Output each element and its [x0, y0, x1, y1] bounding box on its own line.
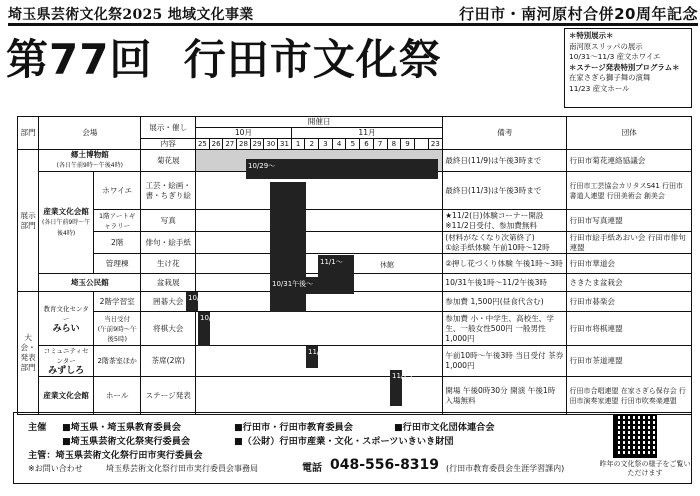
date-cell: 26 [209, 139, 223, 150]
special-exhibit-date: 10/31～11/3 産文ホワイエ [569, 52, 661, 61]
venue-kyodo: 郷土博物館 (各日午前9時～午後4時) [39, 150, 141, 172]
note-row0: 最終日(11/9)は午後3時まで [443, 150, 567, 172]
venue-foyer: ホワイエ [93, 172, 140, 210]
date-cell: 9 [401, 139, 415, 150]
organizer-1: ■埼玉県・埼玉県教育委員会 [62, 422, 181, 433]
venue-2f: 2階 [93, 232, 140, 254]
content-shogi: 将棋大会 [141, 312, 196, 346]
bar-label: 10/29～ [248, 162, 276, 170]
content-chaseki: 茶席(2席) [141, 346, 196, 377]
page-title [6, 33, 442, 87]
venue-gakushu: 2階学習室 [93, 292, 140, 312]
venue-hall: ホール [93, 377, 140, 415]
date-cell: 2 [305, 139, 319, 150]
section-exhibition: 展示部門 [18, 150, 39, 292]
date-cell: 8 [387, 139, 401, 150]
note-row8: 午前10時～午後3時 当日受付 茶券 1,000円 [443, 346, 567, 377]
header-banner [8, 4, 698, 26]
header-kaisai: 開催日 [196, 117, 443, 128]
month-november: 11月 [291, 128, 442, 139]
venue-saitama: 埼玉公民館 [39, 274, 141, 292]
venue-gallery: 1階アートギャラリー [93, 210, 140, 232]
header-naiyo2: 内容 [141, 139, 196, 150]
note-row5: 10/31午後1時～11/2午後3時 [443, 274, 567, 292]
date-cell: 27 [223, 139, 237, 150]
organizer-3: ■行田市文化団体連合会 [394, 422, 495, 433]
content-kikka: 菊花展 [141, 150, 196, 172]
bar-label: 11/23 [392, 372, 413, 380]
header-biko: 備考 [443, 117, 567, 150]
note-row3: (材料がなくなり次第終了) ①絵手紙体験 午前10時～12時 [443, 232, 567, 254]
content-haiku: 俳句・絵手紙 [141, 232, 196, 254]
header-subtitle: 埼玉県芸術文化祭2025 地域文化事業 [8, 6, 254, 23]
note-row2: ★11/2(日)体験コーナー開設 ※11/2日受付、参加費無料 [443, 210, 567, 232]
date-cell: 23 [428, 139, 443, 150]
contact-label: ※お問い合わせ [28, 464, 83, 473]
organizer-label: 主催 [28, 422, 47, 433]
header-dantai: 団体 [567, 117, 692, 150]
note-row9: 開場 午後0時30分 開演 午後1時 入場無料 [443, 377, 567, 415]
qr-code-icon[interactable] [613, 414, 657, 458]
schedule-cells [196, 377, 443, 415]
schedule-cells [196, 292, 443, 312]
group-row4: 行田市華道会 [567, 254, 692, 274]
group-row8: 行田市茶道連盟 [567, 346, 692, 377]
venue-mirai: 教育文化センター みらい [39, 292, 94, 346]
bar-label: 10/26 [200, 314, 221, 322]
footer-box [13, 412, 692, 484]
date-cell: 4 [332, 139, 346, 150]
group-row6: 行田市碁楽会 [567, 292, 692, 312]
venue-sangyo: 産業文化会館 (各日午前9時～午後4時) [39, 172, 94, 274]
special-program-heading: ＊ステージ発表特別プログラム＊ [569, 62, 680, 72]
date-cell: 25 [196, 139, 210, 150]
note-row6: 参加費 1,500円(昼食代含む) [443, 292, 567, 312]
content-stage: ステージ発表 [141, 377, 196, 415]
bar-label: 10/31午後～ [272, 280, 314, 288]
bar-label: 11/1～ [320, 258, 343, 266]
content-photo: 写真 [141, 210, 196, 232]
date-cell: 29 [250, 139, 264, 150]
qr-caption: 昨年の文化祭の様子をご覧いただけます [599, 460, 691, 477]
note-row1: 最終日(11/3)は午後3時まで [443, 172, 567, 210]
special-exhibit-heading: ＊特別展示＊ [569, 31, 614, 40]
header-bumon: 部門 [18, 117, 39, 150]
phone-number[interactable]: 048-556-8319 [330, 457, 440, 473]
venue-mizushiro: コミュニティセンター みずしろ [39, 346, 94, 377]
group-row3: 行田市絵手紙あおい会 行田市俳句連盟 [567, 232, 692, 254]
group-row7: 行田市将棋連盟 [567, 312, 692, 346]
special-info-box [564, 28, 692, 108]
date-cell: 31 [278, 139, 292, 150]
date-cell: 30 [264, 139, 278, 150]
group-row5: さきたま盆栽会 [567, 274, 692, 292]
closed-label: 休館 [380, 261, 394, 269]
organizer-2: ■行田市・行田市教育委員会 [234, 422, 353, 433]
phone-note: (行田市教育委員会生涯学習課内) [446, 464, 565, 473]
date-cell: 7 [373, 139, 387, 150]
contact-org: 埼玉県芸術文化祭行田市実行委員会事務局 [106, 464, 258, 473]
schedule-cells [196, 210, 443, 232]
group-row9: 行田市合唱連盟 在家さぎら保存会 行田市演奏家連盟 行田市吹奏楽連盟 [567, 377, 692, 415]
organizer-4: ■埼玉県芸術文化祭実行委員会 [62, 436, 191, 447]
bar-label: 10/25 [188, 294, 209, 302]
section-events: 大会・発表部門 [18, 292, 39, 415]
venue-chashitsu: 2階茶室ほか [93, 346, 140, 377]
venue-kanri: 管理棟 [93, 254, 140, 274]
date-cell: 1 [291, 139, 305, 150]
anniversary-label: 行田市・南河原村合併20周年記念 [459, 5, 698, 23]
venue-uketsuke: 当日受付 (午前9時～午後5時) [93, 312, 140, 346]
group-row1: 行田市工芸協会カリタスS41 行田市書道人連盟 行田美術会 創美会 [567, 172, 692, 210]
special-exhibit-name: 南河原スリッパの展示 [569, 41, 643, 51]
phone-label: 電話 [302, 463, 322, 474]
manager: 主管：埼玉県芸術文化祭行田市実行委員会 [28, 450, 203, 461]
venue-sangyo2: 産業文化会館 [39, 377, 94, 415]
date-cell: 3 [319, 139, 333, 150]
group-row2: 行田市写真連盟 [567, 210, 692, 232]
bar-label: 11/3 [308, 348, 324, 356]
content-bonsai: 盆栽展 [141, 274, 196, 292]
content-igo: 囲碁大会 [141, 292, 196, 312]
special-program-name: 在家さぎら獅子舞の演舞 [569, 73, 651, 82]
edition-number: 第77回 [6, 35, 153, 84]
date-cell: 28 [237, 139, 251, 150]
content-ikebana: 生け花 [141, 254, 196, 274]
content-kogei: 工芸・絵画・書・ちぎり絵 [141, 172, 196, 210]
group-row0: 行田市菊花連絡協議会 [567, 150, 692, 172]
note-row7: 参加費 小・中学生、高校生、学生、一般女性500円 一般男性1,000円 [443, 312, 567, 346]
header-naiyo1: 展示・催し [141, 117, 196, 139]
note-row4: ②押し花づくり体験 午後1時～3時 [443, 254, 567, 274]
special-program-date: 11/23 産文ホール [569, 83, 630, 93]
date-cell: 6 [360, 139, 374, 150]
month-october: 10月 [196, 128, 292, 139]
schedule-cells [196, 312, 443, 346]
date-cell: 5 [346, 139, 360, 150]
schedule-cells [196, 232, 443, 254]
date-cell [414, 139, 428, 150]
festival-name: 行田市文化祭 [183, 35, 442, 84]
header-kaijo: 会場 [39, 117, 141, 150]
organizer-5: ■（公財）行田市産業・文化・スポーツいきいき財団 [234, 436, 454, 447]
